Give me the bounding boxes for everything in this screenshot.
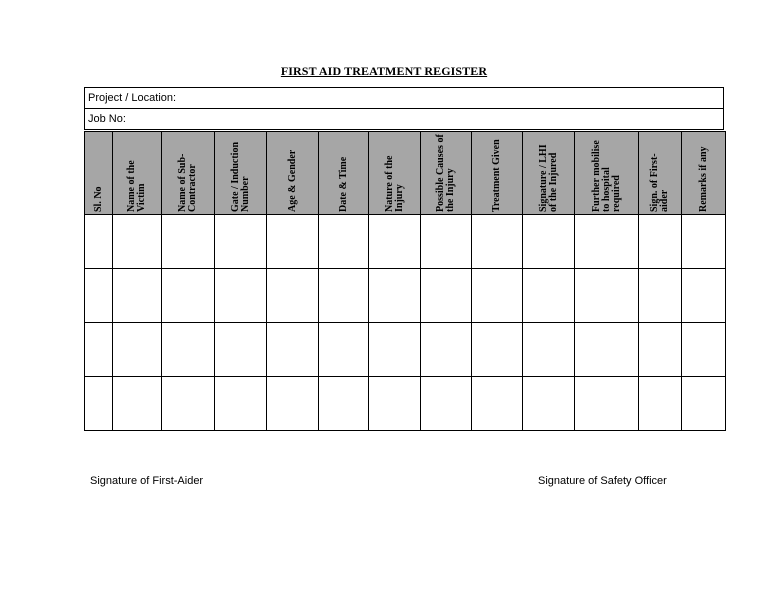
col-remarks: [682, 132, 726, 215]
col-sl-no: [85, 132, 113, 215]
table-cell[interactable]: [319, 323, 369, 377]
table-cell[interactable]: [682, 215, 726, 269]
table-cell[interactable]: [319, 377, 369, 431]
table-cell[interactable]: [267, 323, 319, 377]
col-date-time: [319, 132, 369, 215]
table-cell[interactable]: [421, 215, 472, 269]
table-cell[interactable]: [113, 377, 162, 431]
table-cell[interactable]: [267, 269, 319, 323]
table-cell[interactable]: [319, 269, 369, 323]
table-cell[interactable]: [639, 269, 682, 323]
register-table: [84, 131, 726, 431]
col-age-gender: [267, 132, 319, 215]
col-treatment: [472, 132, 523, 215]
col-sub-contractor: [162, 132, 215, 215]
col-victim-name: [113, 132, 162, 215]
table-cell[interactable]: [523, 323, 575, 377]
column-header: Sign. of First-aider: [649, 153, 670, 212]
table-cell[interactable]: [215, 215, 267, 269]
column-header: Possible Causes of the Injury: [435, 134, 456, 212]
column-header: Name of Sub-Contractor: [177, 153, 198, 212]
column-header: Date & Time: [337, 156, 349, 212]
table-cell[interactable]: [421, 323, 472, 377]
project-location-row: [84, 87, 724, 109]
table-cell[interactable]: [369, 269, 421, 323]
col-hospital-required: [575, 132, 639, 215]
table-cell[interactable]: [369, 215, 421, 269]
table-cell[interactable]: [267, 215, 319, 269]
column-header: Signature / LHI of the Injured: [537, 144, 559, 212]
table-cell[interactable]: [85, 215, 113, 269]
table-cell[interactable]: [575, 323, 639, 377]
table-cell[interactable]: [575, 215, 639, 269]
table-cell[interactable]: [523, 269, 575, 323]
table-cell[interactable]: [162, 269, 215, 323]
table-cell[interactable]: [682, 323, 726, 377]
table-cell[interactable]: [523, 215, 575, 269]
table-cell[interactable]: [472, 269, 523, 323]
col-injured-signature: [523, 132, 575, 215]
table-row: [85, 269, 726, 323]
table-cell[interactable]: [369, 377, 421, 431]
header-row: [85, 132, 726, 215]
table-cell[interactable]: [85, 323, 113, 377]
col-induction-number: [215, 132, 267, 215]
page-title: FIRST AID TREATMENT REGISTER: [280, 64, 488, 78]
table-cell[interactable]: [421, 269, 472, 323]
table-cell[interactable]: [472, 377, 523, 431]
table-cell[interactable]: [113, 269, 162, 323]
table-cell[interactable]: [421, 377, 472, 431]
table-cell[interactable]: [215, 377, 267, 431]
column-header: Age & Gender: [286, 149, 298, 212]
table-row: [85, 323, 726, 377]
table-cell[interactable]: [575, 269, 639, 323]
table-cell[interactable]: [215, 323, 267, 377]
column-header: Remarks if any: [697, 146, 709, 212]
col-first-aider-sign: [639, 132, 682, 215]
table-cell[interactable]: [215, 269, 267, 323]
table-cell[interactable]: [162, 215, 215, 269]
column-header: Name of the Victim: [126, 160, 147, 212]
col-injury-causes: [421, 132, 472, 215]
column-header: Further mobilise to hospital required: [590, 140, 622, 212]
column-header: Gate / Induction Number: [229, 141, 251, 212]
table-cell[interactable]: [639, 323, 682, 377]
first-aider-signature-label: Signature of First-Aider: [90, 475, 204, 487]
table-cell[interactable]: [472, 215, 523, 269]
column-header: Nature of the Injury: [383, 155, 405, 212]
column-header: Treatment Given: [491, 139, 502, 212]
table-cell[interactable]: [162, 323, 215, 377]
table-row: [85, 215, 726, 269]
column-header: Sl. No: [92, 186, 104, 212]
table-cell[interactable]: [319, 215, 369, 269]
table-cell[interactable]: [113, 323, 162, 377]
table-cell[interactable]: [682, 377, 726, 431]
col-injury-nature: [369, 132, 421, 215]
project-location-label: Project / Location:: [88, 92, 177, 104]
table-cell[interactable]: [639, 377, 682, 431]
table-cell[interactable]: [682, 269, 726, 323]
table-cell[interactable]: [85, 269, 113, 323]
table-row: [85, 377, 726, 431]
table-cell[interactable]: [472, 323, 523, 377]
table-cell[interactable]: [113, 215, 162, 269]
job-number-row: [84, 108, 724, 130]
table-cell[interactable]: [162, 377, 215, 431]
table-cell[interactable]: [639, 215, 682, 269]
job-number-label: Job No:: [88, 113, 126, 125]
table-cell[interactable]: [85, 377, 113, 431]
table-cell[interactable]: [575, 377, 639, 431]
table-cell[interactable]: [267, 377, 319, 431]
table-cell[interactable]: [523, 377, 575, 431]
table-cell[interactable]: [369, 323, 421, 377]
safety-officer-signature-label: Signature of Safety Officer: [538, 475, 667, 487]
